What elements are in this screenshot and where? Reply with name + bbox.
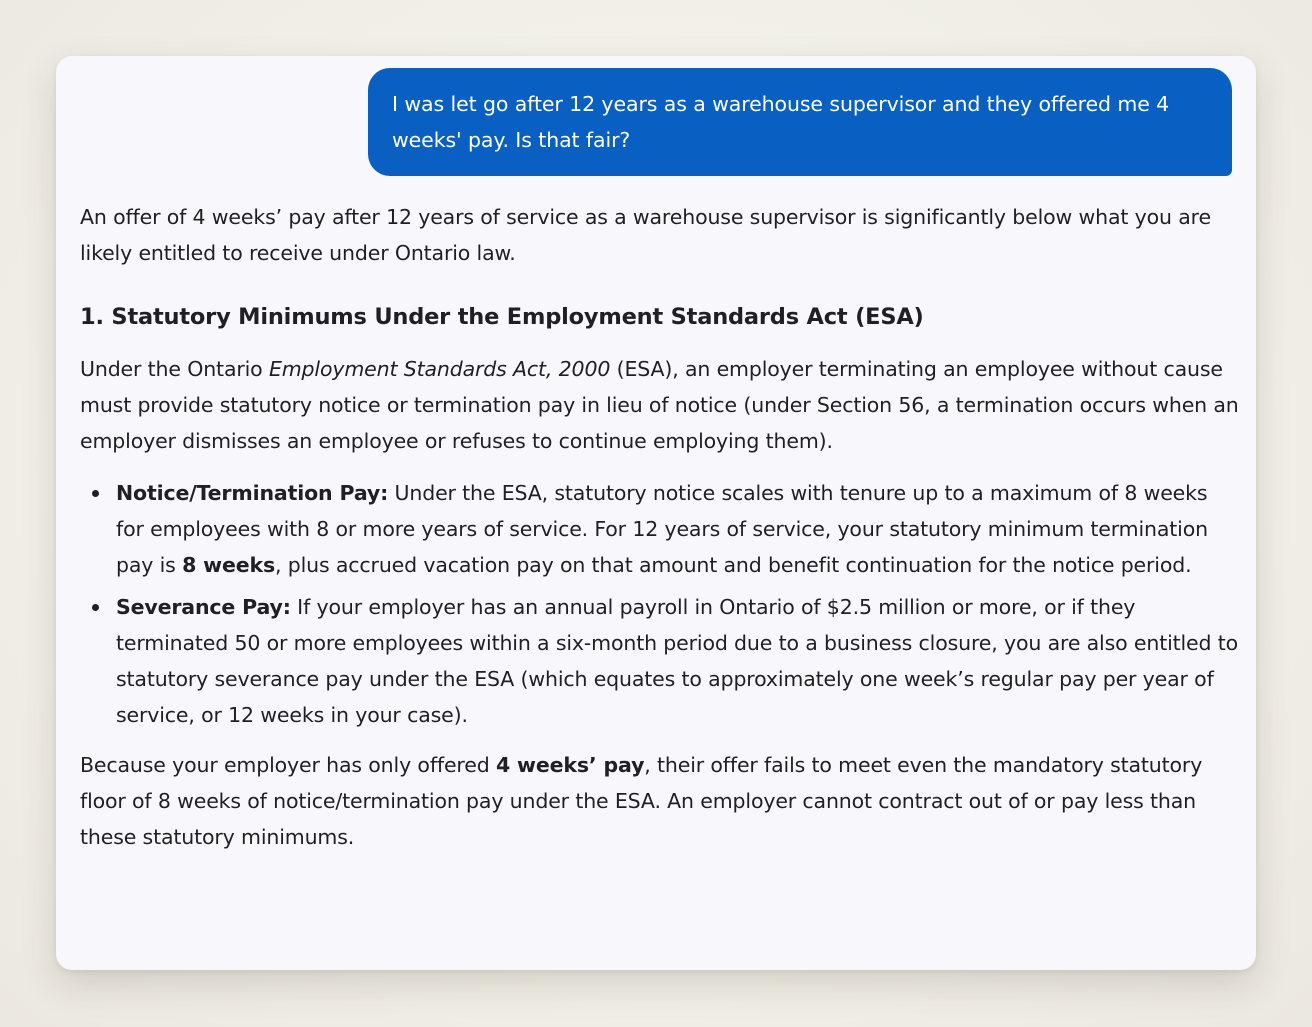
list-item-severance-pay [116,589,1240,733]
severance-pay-label: Severance Pay: [116,595,291,619]
esa-paragraph [80,351,1240,459]
notice-pay-label: Notice/Termination Pay: [116,481,389,505]
section-heading: 1. Statutory Minimums Under the Employment Standards Act (ESA) [80,304,924,330]
conclusion-pre: Because your employer has only offered [80,753,496,777]
act-title: Employment Standards Act, 2000 [268,357,611,381]
chat-window [56,56,1256,970]
bullet-dot-icon [92,490,99,497]
user-message-text: I was let go after 12 years as a warehouse supervisor and they offered me 4 weeks' pay. Is that fair? [392,92,1170,152]
conclusion-paragraph [80,747,1240,855]
notice-pay-text-before: Under the ESA, statutory notice scales with tenure up to a maximum of 8 weeks for employees with 8 or more years of service. For 12 years of service, your statutory minimum termination pay is [116,481,1208,577]
esa-paragraph-post: (ESA), an employer terminating an employee without cause must provide statutory notice or termination pay in lieu of notice (under Section 56, a termination occurs when an employer dismisses an employee or refuses to continue employing them). [80,357,1239,453]
esa-paragraph-pre: Under the Ontario [80,357,269,381]
severance-pay-text: If your employer has an annual payroll in Ontario of $2.5 million or more, or if they terminated 50 or more employees within a six-month period due to a business closure, you are also entitled to statutory severance pay under the ESA (which equates to approximately one week’s regular pay per year of service, or 12 weeks in your case). [116,595,1239,727]
intro-paragraph: An offer of 4 weeks’ pay after 12 years of service as a warehouse supervisor is significantly below what you are likely entitled to receive under Ontario law. [80,205,1211,265]
bullet-dot-icon [92,604,99,611]
user-message-bubble [368,68,1232,176]
notice-pay-emphasis: 8 weeks [182,553,276,577]
list-item-notice-pay [116,475,1240,583]
conclusion-post: , their offer fails to meet even the mandatory statutory floor of 8 weeks of notice/termination pay under the ESA. An employer cannot contract out of or pay less than these statutory minimums. [80,753,1203,849]
assistant-response [80,199,1240,855]
entitlements-list [80,475,1240,733]
notice-pay-text-after: , plus accrued vacation pay on that amount and benefit continuation for the notice period. [275,553,1192,577]
conclusion-emphasis: 4 weeks’ pay [495,753,645,777]
